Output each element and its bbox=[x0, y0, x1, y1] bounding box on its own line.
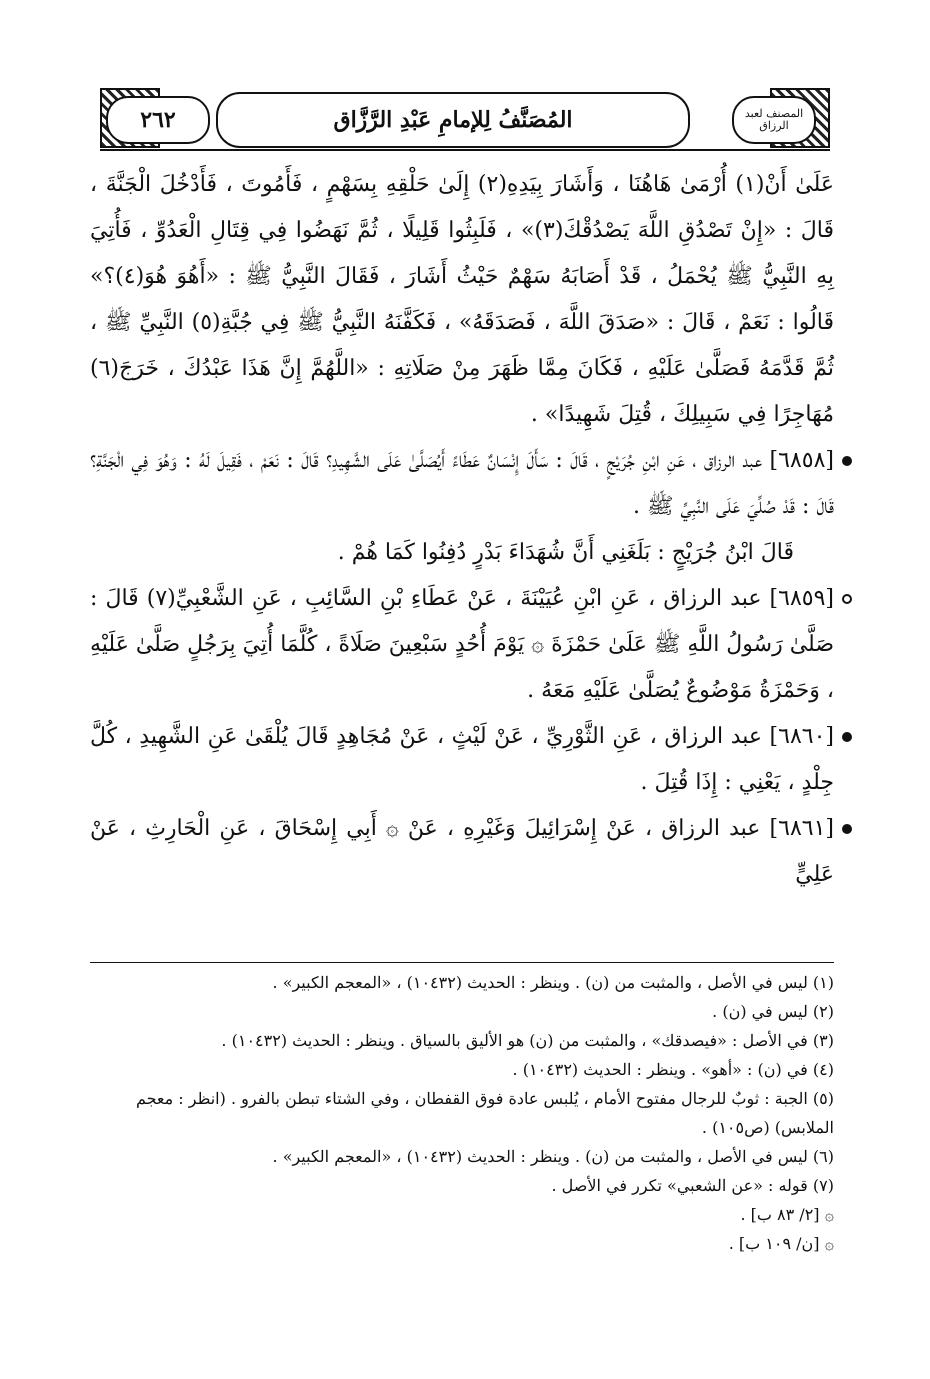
hollow-bullet-icon bbox=[842, 594, 852, 604]
footnote-7: (٧) قوله : «عن الشعبي» تكرر في الأصل . bbox=[551, 1176, 834, 1195]
filled-bullet-icon bbox=[842, 456, 852, 466]
hadith-6858 bbox=[90, 438, 834, 530]
footnote-separator bbox=[90, 962, 834, 963]
hadith-text: [٦٨٥٩] عبد الرزاق ، عَنِ ابْنِ عُيَيْنَةَ ، عَنْ عَطَاءِ بْنِ السَّائِبِ ، عَنِ الشَّعْبِيِّ(٧) قَالَ : صَلَّىٰ رَسُولُ اللَّهِ ﷺ عَلَىٰ حَمْزَةَ ۞ يَوْمَ أُحُدٍ سَبْعِينَ صَلَاةً ، كُلَّمَا أُتِيَ بِرَجُلٍ صَلَّىٰ عَلَيْهِ ، وَحَمْزَةُ مَوْضُوعٌ يُصَلَّىٰ عَلَيْهِ مَعَهُ . bbox=[90, 586, 834, 703]
book-emblem: المصنف لعبد الرزاق bbox=[732, 96, 816, 144]
footnote-3: (٣) في الأصل : «فيصدقك» ، والمثبت من (ن) هو الأليق بالسياق . وينظر : الحديث (١٠٤٣٢) . bbox=[221, 1031, 834, 1050]
page-header bbox=[100, 88, 830, 148]
hadith-6859 bbox=[90, 576, 834, 714]
footnote-4: (٤) في (ن) : «أهو» . وينظر : الحديث (١٠٤٣٢) . bbox=[512, 1060, 834, 1079]
hadith-text: [٦٨٥٨] عبد الرزاق ، عَنِ ابْنِ جُرَيْجٍ ، قَالَ : سَأَلَ إِنْسَانٌ عَطَاءً أَيُصَلَّىٰ عَلَى الشَّهِيدِ؟ قَالَ : نَعَمْ ، فَقِيلَ لَهُ : وَهُوَ فِي الْجَنَّةِ؟ قَالَ : قَدْ صُلِّيَ عَلَى النَّبِيِّ ﷺ . bbox=[90, 448, 834, 519]
hadith-text: [٦٨٦١] عبد الرزاق ، عَنْ إِسْرَائِيلَ وَغَيْرِهِ ، عَنْ ۞ أَبِي إِسْحَاقَ ، عَنِ الْحَارِثِ ، عَنْ عَلِيٍّ bbox=[90, 816, 834, 887]
footnote-1: (١) ليس في الأصل ، والمثبت من (ن) . وينظر : الحديث (١٠٤٣٢) ، «المعجم الكبير» . bbox=[272, 973, 834, 992]
folio-marker-1: ۞ [٢/ ٨٣ ب] . bbox=[740, 1205, 834, 1224]
footnotes bbox=[90, 968, 834, 1258]
header-rule bbox=[100, 149, 830, 151]
footnote-2: (٢) ليس في (ن) . bbox=[712, 1002, 834, 1021]
continued-paragraph: عَلَىٰ أَنْ(١) أُرْمَىٰ هَاهُنَا ، وَأَشَارَ بِيَدِهِ(٢) إِلَىٰ حَلْقِهِ بِسَهْمٍ ، فَأَمُوتَ ، فَأَدْخُلَ الْجَنَّةَ ، قَالَ : «إِنْ تَصْدُقِ اللَّهَ يَصْدُقْكَ(٣)» ، فَلَبِثُوا قَلِيلًا ، ثُمَّ نَهَضُوا فِي قِتَالِ الْعَدُوِّ ، فَأُتِيَ بِهِ النَّبِيُّ ﷺ يُحْمَلُ ، قَدْ أَصَابَهُ سَهْمٌ حَيْثُ أَشَارَ ، فَقَالَ النَّبِيُّ ﷺ : «أَهُوَ هُوَ(٤)؟» قَالُوا : نَعَمْ ، قَالَ : «صَدَقَ اللَّهَ ، فَصَدَقَهُ» ، فَكَفَّنَهُ النَّبِيُّ ﷺ فِي جُبَّةِ(٥) النَّبِيِّ ﷺ ، ثُمَّ قَدَّمَهُ فَصَلَّىٰ عَلَيْهِ ، فَكَانَ مِمَّا ظَهَرَ مِنْ صَلَاتِهِ : «اللَّهُمَّ إِنَّ هَذَا عَبْدُكَ ، خَرَجَ(٦) مُهَاجِرًا فِي سَبِيلِكَ ، قُتِلَ شَهِيدًا» . bbox=[90, 172, 835, 427]
filled-bullet-icon bbox=[842, 732, 852, 742]
running-title: المُصَنَّفُ لِلإمامِ عَبْدِ الرَّزَّاق bbox=[216, 92, 690, 148]
hadith-6860 bbox=[90, 714, 834, 806]
footnote-6: (٦) ليس في الأصل ، والمثبت من (ن) . وينظر : الحديث (١٠٤٣٢) ، «المعجم الكبير» . bbox=[272, 1147, 834, 1166]
footnote-5: (٥) الجبة : ثوبٌ للرجال مفتوح الأمام ، يُلبس عادة فوق القفطان ، وفي الشتاء تبطن بالفرو . (انظر : معجم الملابس) (ص١٠٥) . bbox=[135, 1089, 834, 1137]
main-text bbox=[90, 162, 834, 898]
hadith-6858-comment: قَالَ ابْنُ جُرَيْجٍ : بَلَغَنِي أَنَّ شُهَدَاءَ بَدْرٍ دُفِنُوا كَمَا هُمْ . bbox=[337, 540, 794, 565]
page-number: ٢٦٢ bbox=[106, 96, 210, 144]
folio-marker-2: ۞ [ن/ ١٠٩ ب] . bbox=[728, 1234, 834, 1253]
filled-bullet-icon bbox=[842, 824, 852, 834]
hadith-text: [٦٨٦٠] عبد الرزاق ، عَنِ الثَّوْرِيِّ ، عَنْ لَيْثٍ ، عَنْ مُجَاهِدٍ قَالَ يُلْقَىٰ عَنِ الشَّهِيدِ ، كُلَّ جِلْدٍ ، يَعْنِي : إِذَا قُتِلَ . bbox=[90, 724, 834, 795]
hadith-6861 bbox=[90, 806, 834, 898]
